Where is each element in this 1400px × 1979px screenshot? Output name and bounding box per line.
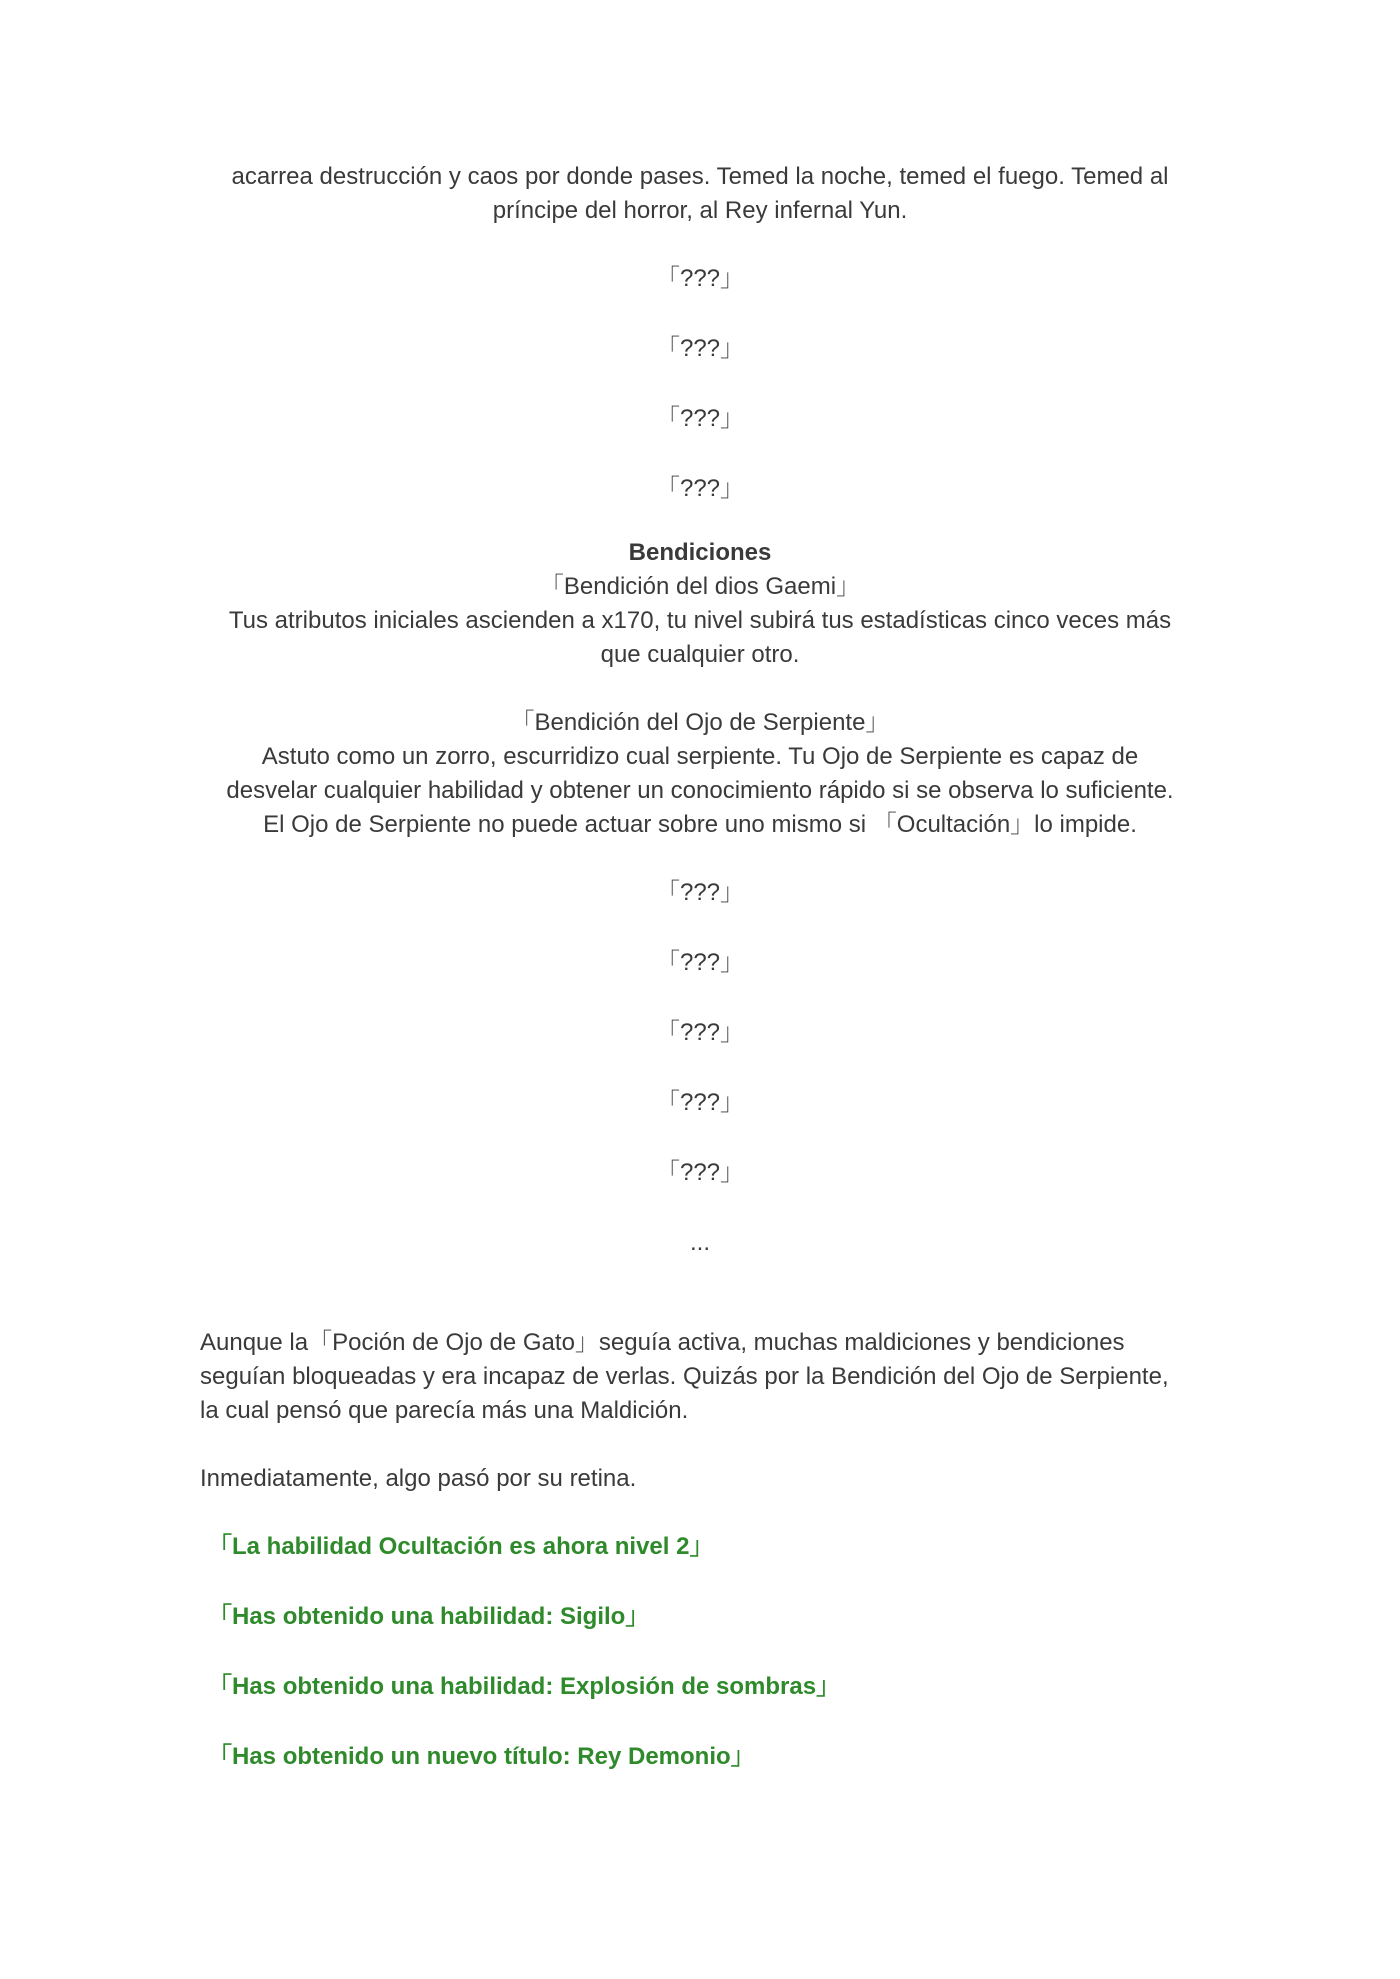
system-notification: 「Has obtenido un nuevo título: Rey Demonio」 <box>208 1743 755 1770</box>
blessing-line: que cualquier otro. <box>600 641 800 668</box>
blessing-title: 「Bendición del dios Gaemi」 <box>539 573 861 600</box>
unknown-entry: 「???」 <box>655 1019 745 1046</box>
blessing-description <box>200 740 1200 842</box>
unknown-entry: 「???」 <box>655 405 745 432</box>
unknown-entry: 「???」 <box>655 1089 745 1116</box>
blessings-section <box>200 536 1200 842</box>
system-notification: 「La habilidad Ocultación es ahora nivel 2」 <box>208 1533 714 1560</box>
blessing-title: 「Bendición del Ojo de Serpiente」 <box>510 709 890 736</box>
unknown-entry: 「???」 <box>655 265 745 292</box>
narrative-line: la cual pensó que parecía más una Maldición. <box>200 1397 689 1424</box>
blessings-heading: Bendiciones <box>628 539 772 566</box>
document-page <box>200 160 1200 1810</box>
narrative-line: Aunque la「Poción de Ojo de Gato」seguía activa, muchas maldiciones y bendiciones <box>200 1329 1125 1356</box>
intro-paragraph <box>200 160 1200 228</box>
narrative-line: seguían bloqueadas y era incapaz de verlas. Quizás por la Bendición del Ojo de Serpiente, <box>200 1363 1169 1390</box>
system-notification: 「Has obtenido una habilidad: Sigilo」 <box>208 1603 650 1630</box>
unknown-entry: 「???」 <box>655 475 745 502</box>
blessing-line: El Ojo de Serpiente no puede actuar sobre uno mismo si 「Ocultación」lo impide. <box>263 811 1137 838</box>
system-notification: 「Has obtenido una habilidad: Explosión de sombras」 <box>208 1673 841 1700</box>
blessing-line: Tus atributos iniciales ascienden a x170, tu nivel subirá tus estadísticas cinco veces más <box>228 607 1172 634</box>
intro-line: acarrea destrucción y caos por donde pases. Temed la noche, temed el fuego. Temed al <box>231 163 1169 190</box>
unknown-entry: 「???」 <box>655 1159 745 1186</box>
unknown-entry: 「???」 <box>655 879 745 906</box>
narrative-paragraph: Inmediatamente, algo pasó por su retina. <box>200 1465 637 1492</box>
narrative-paragraph <box>200 1326 1200 1428</box>
blessing-description <box>200 604 1200 672</box>
unknown-entry: 「???」 <box>655 335 745 362</box>
unknown-entry: 「???」 <box>655 949 745 976</box>
intro-line: príncipe del horror, al Rey infernal Yun. <box>492 197 908 224</box>
blessing-line: Astuto como un zorro, escurridizo cual serpiente. Tu Ojo de Serpiente es capaz de <box>261 743 1139 770</box>
blessing-line: desvelar cualquier habilidad y obtener un conocimiento rápido si se observa lo suficiente. <box>226 777 1174 804</box>
ellipsis: ... <box>689 1229 710 1256</box>
